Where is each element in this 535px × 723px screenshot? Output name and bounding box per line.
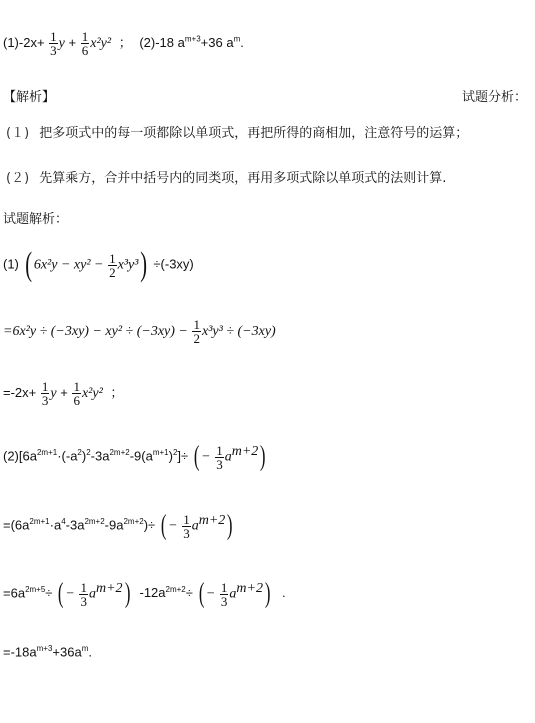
fraction-one-third: $\frac{1}{3}$ (220, 579, 228, 609)
solution2-line2: $=(6a^{2m+1}\cdot a^4-3a^{2m+2}-9a^{2m+2})\div$ ( − $\frac{1}{3}$ $a^{m+2}$) (3, 510, 233, 541)
solution-label: 试题解析： (3, 212, 69, 227)
solution2-line3: $=6a^{2m+5}\div$ ( − $\frac{1}{3}$ $a^{m+2}$) $-12a^{2m+2}\div$ ( − $\frac{1}{3}$ $a^{m+2}$) . (3, 578, 286, 609)
solution1-line3: =-2x+ $\frac{1}{3}$ y + $\frac{1}{6}$ x²y² ； (3, 379, 124, 408)
separator: ； (118, 35, 132, 51)
item-marker-1: (１) (6, 126, 30, 141)
item-text-2: 先算乘方，合并中括号内的同类项，再用多项式除以单项式的法则计算. (39, 171, 447, 186)
fraction-one-half: $\frac{1}{2}$ (193, 317, 200, 346)
analysis-item-1 (6, 122, 468, 141)
answer-part1-prefix: (1)-2x+ (3, 34, 45, 50)
solution2-line1: $(2)[6a^{2m+1}\cdot(-a^2)^2-3a^{2m+2}-9(a^{m+1})^2]\div$ ( − $\frac{1}{3}$ $a^{m+2}$) (3, 441, 266, 472)
item-text-1: 把多项式中的每一项都除以单项式，再把所得的商相加，注意符号的运算； (39, 126, 469, 141)
label-1: (1) (3, 256, 19, 272)
fraction-one-third: $\frac{1}{3}$ (80, 579, 87, 609)
analysis-item-2 (6, 167, 446, 186)
answer-part2: (2)-18 $a^{m+3}+36$ $a^m$. (139, 34, 244, 50)
fraction-one-half: $\frac{1}{2}$ (109, 250, 116, 280)
item-marker-2: (２) (6, 171, 30, 186)
fraction-one-third: $\frac{1}{3}$ (41, 379, 49, 408)
analysis-label: 【解析】 (3, 90, 56, 105)
var-x2y2: x²y² (90, 35, 112, 51)
solution1-line2: =6x²y ÷ (−3xy) − xy² ÷ (−3xy) − $\frac{1}{2}$ x³y³ ÷ (−3xy) (3, 317, 276, 346)
fraction-one-sixth: $\frac{1}{6}$ (81, 29, 89, 58)
analysis-right-label: 试题分析： (461, 90, 527, 105)
var-y: y (58, 35, 65, 51)
answer-line (3, 30, 244, 57)
plus-sign: + (68, 34, 77, 50)
solution1-line1: (1) ( 6x²y − xy² − $\frac{1}{2}$ x³y³) ÷(-3xy) (3, 246, 194, 283)
fraction-one-third: $\frac{1}{3}$ (183, 511, 190, 541)
fraction-one-sixth: $\frac{1}{6}$ (73, 379, 80, 408)
fraction-one-third: $\frac{1}{3}$ (50, 29, 57, 58)
solution2-line4: $=-18a^{m+3}+36a^m$. (3, 644, 93, 660)
fraction-one-third: $\frac{1}{3}$ (216, 442, 223, 472)
